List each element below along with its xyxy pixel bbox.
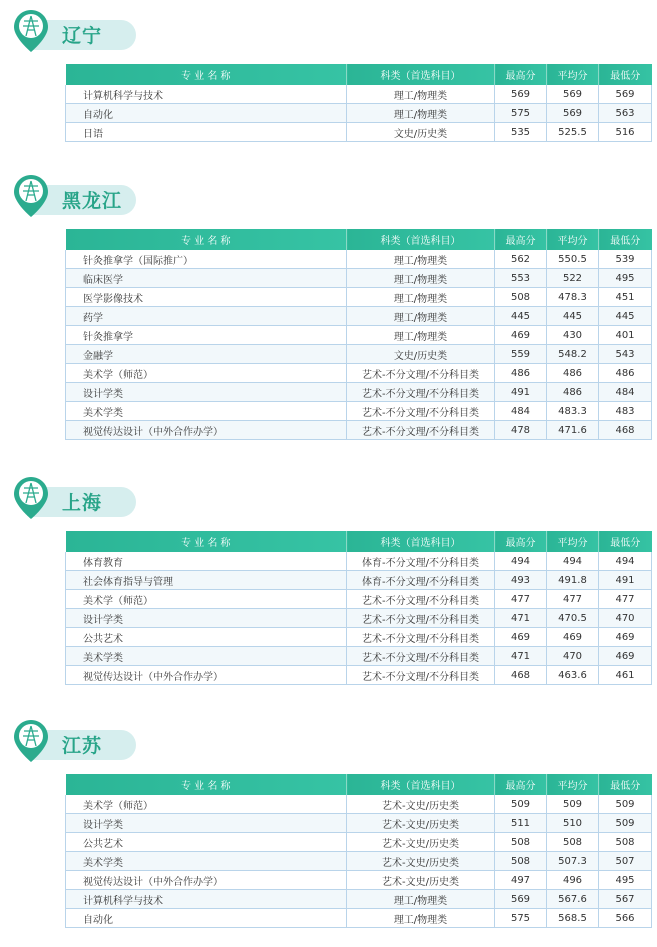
table-row [66, 421, 652, 440]
min-score-cell: 563 [599, 104, 652, 123]
min-score-cell: 539 [599, 250, 652, 269]
category-cell: 艺术-不分文理/不分科目类 [347, 628, 495, 647]
max-score-cell: 477 [495, 590, 547, 609]
map-pin-icon [12, 173, 50, 219]
category-cell: 理工/物理类 [347, 85, 495, 104]
min-score-cell: 451 [599, 288, 652, 307]
max-score-cell: 569 [495, 890, 547, 909]
avg-score-cell: 567.6 [547, 890, 599, 909]
max-score-cell: 575 [495, 104, 547, 123]
table-row [66, 383, 652, 402]
province-header [12, 8, 127, 54]
major-cell: 美术学类 [66, 402, 347, 421]
table-header-row [66, 531, 652, 552]
header-max-score: 最高分 [495, 531, 547, 552]
category-cell: 理工/物理类 [347, 326, 495, 345]
avg-score-cell: 525.5 [547, 123, 599, 142]
table-row [66, 345, 652, 364]
table-row [66, 666, 652, 685]
header-min-score: 最低分 [599, 229, 652, 250]
major-cell: 自动化 [66, 909, 347, 928]
table-row [66, 852, 652, 871]
category-cell: 体育-不分文理/不分科目类 [347, 571, 495, 590]
category-cell: 艺术-文史/历史类 [347, 833, 495, 852]
table-header-row [66, 229, 652, 250]
avg-score-cell: 471.6 [547, 421, 599, 440]
major-cell: 针灸推拿学（国际推广） [66, 250, 347, 269]
major-cell: 社会体育指导与管理 [66, 571, 347, 590]
min-score-cell: 567 [599, 890, 652, 909]
header-avg-score: 平均分 [547, 531, 599, 552]
header-major: 专 业 名 称 [66, 774, 347, 795]
major-cell: 临床医学 [66, 269, 347, 288]
table-row [66, 307, 652, 326]
major-cell: 针灸推拿学 [66, 326, 347, 345]
category-cell: 艺术-不分文理/不分科目类 [347, 609, 495, 628]
table-header-row [66, 64, 652, 85]
category-cell: 理工/物理类 [347, 307, 495, 326]
min-score-cell: 509 [599, 814, 652, 833]
table-row [66, 909, 652, 928]
avg-score-cell: 510 [547, 814, 599, 833]
score-table [65, 229, 652, 440]
table-row [66, 795, 652, 814]
province-header [12, 718, 127, 764]
header-min-score: 最低分 [599, 531, 652, 552]
min-score-cell: 401 [599, 326, 652, 345]
min-score-cell: 486 [599, 364, 652, 383]
avg-score-cell: 483.3 [547, 402, 599, 421]
min-score-cell: 461 [599, 666, 652, 685]
min-score-cell: 469 [599, 628, 652, 647]
category-cell: 理工/物理类 [347, 269, 495, 288]
max-score-cell: 553 [495, 269, 547, 288]
major-cell: 美术学（师范） [66, 795, 347, 814]
category-cell: 艺术-文史/历史类 [347, 852, 495, 871]
table-row [66, 552, 652, 571]
table-row [66, 402, 652, 421]
category-cell: 艺术-不分文理/不分科目类 [347, 402, 495, 421]
min-score-cell: 516 [599, 123, 652, 142]
major-cell: 美术学（师范） [66, 364, 347, 383]
category-cell: 文史/历史类 [347, 345, 495, 364]
table-row [66, 85, 652, 104]
min-score-cell: 543 [599, 345, 652, 364]
major-cell: 日语 [66, 123, 347, 142]
major-cell: 计算机科学与技术 [66, 85, 347, 104]
avg-score-cell: 477 [547, 590, 599, 609]
max-score-cell: 493 [495, 571, 547, 590]
category-cell: 艺术-不分文理/不分科目类 [347, 421, 495, 440]
major-cell: 公共艺术 [66, 833, 347, 852]
max-score-cell: 562 [495, 250, 547, 269]
max-score-cell: 497 [495, 871, 547, 890]
min-score-cell: 484 [599, 383, 652, 402]
category-cell: 理工/物理类 [347, 890, 495, 909]
table-row [66, 814, 652, 833]
header-category: 科类（首选科目） [347, 531, 495, 552]
min-score-cell: 491 [599, 571, 652, 590]
avg-score-cell: 491.8 [547, 571, 599, 590]
avg-score-cell: 486 [547, 364, 599, 383]
avg-score-cell: 569 [547, 85, 599, 104]
major-cell: 美术学类 [66, 647, 347, 666]
header-avg-score: 平均分 [547, 774, 599, 795]
min-score-cell: 445 [599, 307, 652, 326]
major-cell: 计算机科学与技术 [66, 890, 347, 909]
score-table-wrapper [65, 229, 651, 440]
avg-score-cell: 463.6 [547, 666, 599, 685]
avg-score-cell: 496 [547, 871, 599, 890]
table-row [66, 288, 652, 307]
table-row [66, 871, 652, 890]
header-category: 科类（首选科目） [347, 229, 495, 250]
avg-score-cell: 569 [547, 104, 599, 123]
min-score-cell: 483 [599, 402, 652, 421]
category-cell: 理工/物理类 [347, 909, 495, 928]
header-max-score: 最高分 [495, 774, 547, 795]
province-name: 辽宁 [62, 25, 103, 47]
max-score-cell: 478 [495, 421, 547, 440]
table-row [66, 326, 652, 345]
min-score-cell: 569 [599, 85, 652, 104]
category-cell: 艺术-不分文理/不分科目类 [347, 590, 495, 609]
score-table [65, 774, 652, 928]
min-score-cell: 470 [599, 609, 652, 628]
major-cell: 设计学类 [66, 383, 347, 402]
score-table-wrapper [65, 774, 651, 928]
max-score-cell: 484 [495, 402, 547, 421]
header-avg-score: 平均分 [547, 229, 599, 250]
major-cell: 设计学类 [66, 609, 347, 628]
major-cell: 美术学（师范） [66, 590, 347, 609]
province-name: 黑龙江 [62, 190, 123, 212]
max-score-cell: 471 [495, 647, 547, 666]
max-score-cell: 508 [495, 852, 547, 871]
header-avg-score: 平均分 [547, 64, 599, 85]
min-score-cell: 469 [599, 647, 652, 666]
table-row [66, 647, 652, 666]
min-score-cell: 566 [599, 909, 652, 928]
avg-score-cell: 568.5 [547, 909, 599, 928]
score-table-wrapper [65, 531, 651, 685]
avg-score-cell: 550.5 [547, 250, 599, 269]
major-cell: 药学 [66, 307, 347, 326]
max-score-cell: 445 [495, 307, 547, 326]
score-table-wrapper [65, 64, 651, 142]
header-max-score: 最高分 [495, 229, 547, 250]
avg-score-cell: 478.3 [547, 288, 599, 307]
min-score-cell: 477 [599, 590, 652, 609]
map-pin-icon [12, 718, 50, 764]
table-row [66, 833, 652, 852]
max-score-cell: 509 [495, 795, 547, 814]
category-cell: 艺术-不分文理/不分科目类 [347, 666, 495, 685]
category-cell: 艺术-不分文理/不分科目类 [347, 647, 495, 666]
avg-score-cell: 486 [547, 383, 599, 402]
min-score-cell: 495 [599, 871, 652, 890]
header-category: 科类（首选科目） [347, 64, 495, 85]
max-score-cell: 468 [495, 666, 547, 685]
major-cell: 视觉传达设计（中外合作办学） [66, 666, 347, 685]
province-header [12, 173, 127, 219]
table-row [66, 269, 652, 288]
category-cell: 艺术-文史/历史类 [347, 795, 495, 814]
max-score-cell: 508 [495, 288, 547, 307]
table-row [66, 890, 652, 909]
min-score-cell: 468 [599, 421, 652, 440]
avg-score-cell: 430 [547, 326, 599, 345]
avg-score-cell: 507.3 [547, 852, 599, 871]
major-cell: 体育教育 [66, 552, 347, 571]
category-cell: 体育-不分文理/不分科目类 [347, 552, 495, 571]
min-score-cell: 508 [599, 833, 652, 852]
major-cell: 设计学类 [66, 814, 347, 833]
min-score-cell: 509 [599, 795, 652, 814]
score-table [65, 64, 652, 142]
table-row [66, 364, 652, 383]
max-score-cell: 469 [495, 628, 547, 647]
table-row [66, 590, 652, 609]
header-min-score: 最低分 [599, 64, 652, 85]
major-cell: 视觉传达设计（中外合作办学） [66, 871, 347, 890]
category-cell: 理工/物理类 [347, 104, 495, 123]
score-table [65, 531, 652, 685]
table-row [66, 104, 652, 123]
header-max-score: 最高分 [495, 64, 547, 85]
max-score-cell: 508 [495, 833, 547, 852]
avg-score-cell: 469 [547, 628, 599, 647]
major-cell: 自动化 [66, 104, 347, 123]
max-score-cell: 491 [495, 383, 547, 402]
major-cell: 视觉传达设计（中外合作办学） [66, 421, 347, 440]
min-score-cell: 495 [599, 269, 652, 288]
min-score-cell: 494 [599, 552, 652, 571]
header-major: 专 业 名 称 [66, 229, 347, 250]
major-cell: 金融学 [66, 345, 347, 364]
category-cell: 理工/物理类 [347, 288, 495, 307]
max-score-cell: 575 [495, 909, 547, 928]
major-cell: 医学影像技术 [66, 288, 347, 307]
category-cell: 理工/物理类 [347, 250, 495, 269]
avg-score-cell: 548.2 [547, 345, 599, 364]
province-name: 江苏 [62, 735, 103, 757]
major-cell: 美术学类 [66, 852, 347, 871]
avg-score-cell: 445 [547, 307, 599, 326]
category-cell: 艺术-文史/历史类 [347, 814, 495, 833]
category-cell: 文史/历史类 [347, 123, 495, 142]
table-row [66, 571, 652, 590]
category-cell: 艺术-不分文理/不分科目类 [347, 383, 495, 402]
avg-score-cell: 470.5 [547, 609, 599, 628]
avg-score-cell: 522 [547, 269, 599, 288]
header-major: 专 业 名 称 [66, 64, 347, 85]
header-category: 科类（首选科目） [347, 774, 495, 795]
table-header-row [66, 774, 652, 795]
category-cell: 艺术-不分文理/不分科目类 [347, 364, 495, 383]
header-major: 专 业 名 称 [66, 531, 347, 552]
avg-score-cell: 508 [547, 833, 599, 852]
category-cell: 艺术-文史/历史类 [347, 871, 495, 890]
avg-score-cell: 509 [547, 795, 599, 814]
header-min-score: 最低分 [599, 774, 652, 795]
min-score-cell: 507 [599, 852, 652, 871]
table-row [66, 628, 652, 647]
map-pin-icon [12, 8, 50, 54]
max-score-cell: 486 [495, 364, 547, 383]
max-score-cell: 559 [495, 345, 547, 364]
avg-score-cell: 494 [547, 552, 599, 571]
avg-score-cell: 470 [547, 647, 599, 666]
province-name: 上海 [62, 492, 103, 514]
max-score-cell: 511 [495, 814, 547, 833]
max-score-cell: 469 [495, 326, 547, 345]
max-score-cell: 471 [495, 609, 547, 628]
table-row [66, 609, 652, 628]
max-score-cell: 569 [495, 85, 547, 104]
major-cell: 公共艺术 [66, 628, 347, 647]
table-row [66, 123, 652, 142]
max-score-cell: 535 [495, 123, 547, 142]
max-score-cell: 494 [495, 552, 547, 571]
province-header [12, 475, 127, 521]
map-pin-icon [12, 475, 50, 521]
table-row [66, 250, 652, 269]
